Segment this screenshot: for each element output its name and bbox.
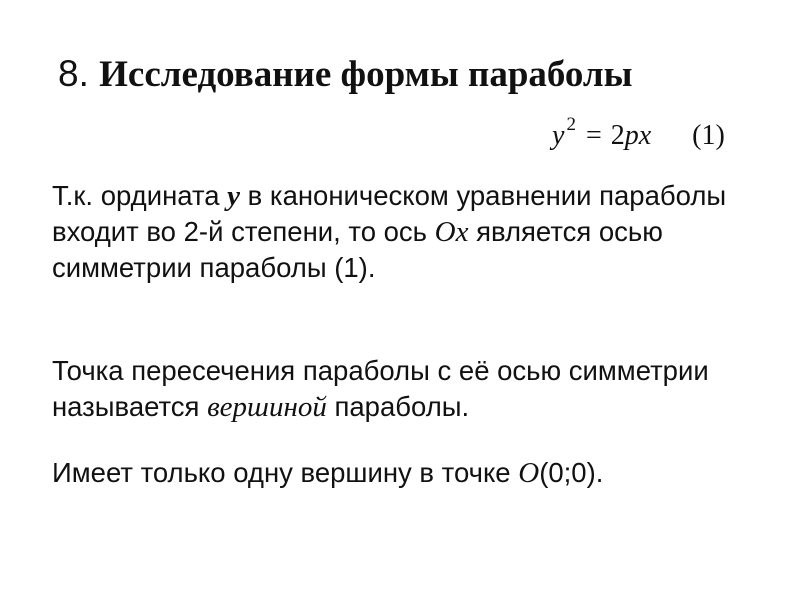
paragraph-3-part-1: Имеет только одну вершину в точке [52, 457, 519, 488]
paragraph-1-part-1: Т.к. ордината [52, 180, 228, 211]
paragraph-single-vertex [52, 455, 752, 491]
formula-var-x: x [638, 120, 652, 151]
paragraph-1-part-3: является осью симметрии параболы (1). [52, 216, 663, 283]
vertex-coordinates: (0;0). [539, 457, 604, 488]
formula-var-y: y [552, 120, 565, 151]
formula-number: (1) [692, 120, 725, 151]
title-number: 8. [58, 53, 89, 94]
slide-title [58, 52, 633, 97]
formula-power: 2 [566, 114, 576, 135]
paragraph-symmetry-axis [52, 178, 752, 286]
vertex-point: O [518, 457, 540, 489]
paragraph-2-part-2: параболы. [326, 391, 470, 422]
formula-coefficient: 2 [610, 120, 625, 151]
parabola-equation [552, 116, 725, 156]
paragraph-1-part-2: в каноническом уравнении параболы входит во 2-й степени, то ось [52, 180, 727, 247]
vertex-term: вершиной [207, 391, 327, 423]
title-text: Исследование формы параболы [99, 54, 633, 95]
paragraph-2-part-1: Точка пересечения параболы с её осью симметрии называется [52, 355, 709, 422]
paragraph-vertex-definition [52, 353, 752, 425]
axis-name: Ox [434, 216, 469, 248]
formula-var-p: p [624, 120, 639, 151]
ordinate-variable: y [227, 180, 241, 212]
formula-equals: = [585, 120, 602, 151]
